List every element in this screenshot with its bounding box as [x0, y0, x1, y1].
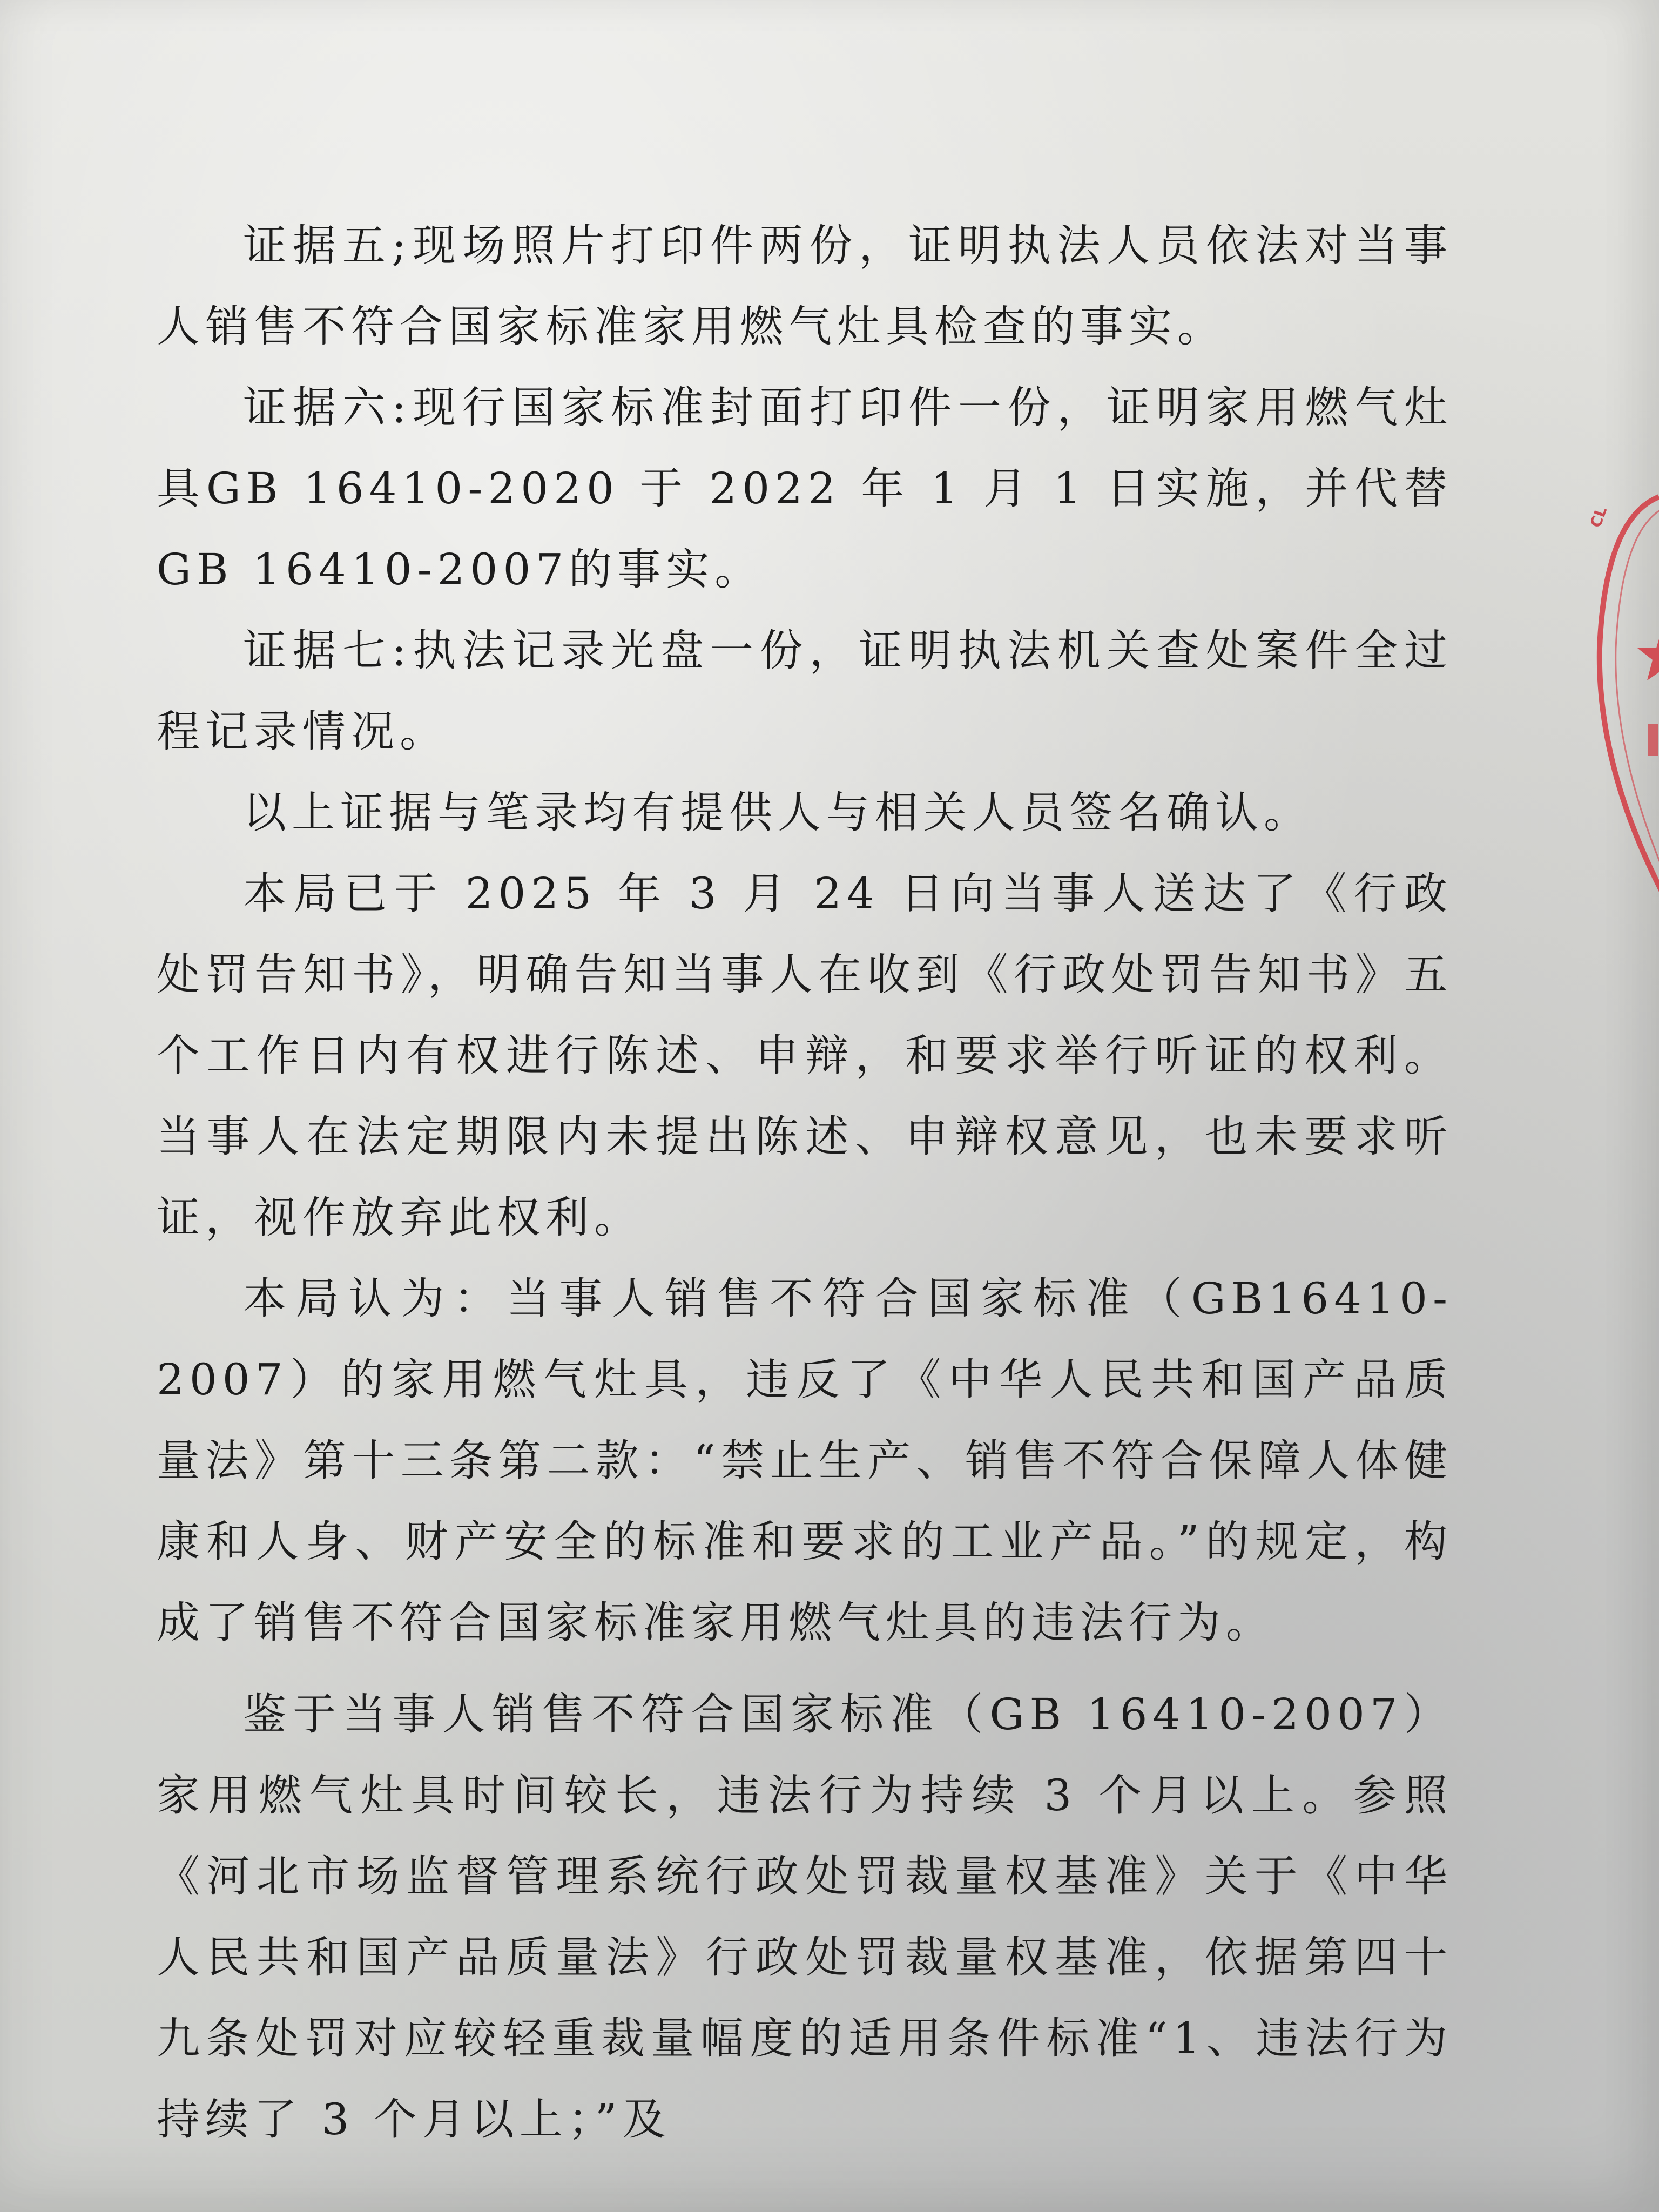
seal-text: CL	[1587, 504, 1611, 530]
paragraph-penalty-basis: 鉴于当事人销售不符合国家标准（GB 16410-2007）家用燃气灶具时间较长，违法行为持续 3 个月以上。参照《河北市场监督管理系统行政处罚裁量权基准》关于《中华人民共和国产品质量法》行政处罚裁量权基准，依据第四十九条处罚对应较轻重裁量幅度的适用条件标准“1、违法行为持续了 3 个月以上；”及	[157, 1689, 1453, 2144]
document-body	[157, 205, 1453, 2160]
paragraph-evidence-5: 证据五;现场照片打印件两份，证明执法人员依法对当事人销售不符合国家标准家用燃气灶具检查的事实。	[157, 220, 1453, 352]
paragraph-bureau-opinion: 本局认为：当事人销售不符合国家标准（GB16410-2007）的家用燃气灶具，违反了《中华人民共和国产品质量法》第十三条第二款：“禁止生产、销售不符合保障人体健康和人身、财产安全的标准和要求的工业产品。”的规定，构成了销售不符合国家标准家用燃气灶具的违法行为。	[157, 1273, 1453, 1648]
paragraph-evidence-7: 证据七:执法记录光盘一份，证明执法机关查处案件全过程记录情况。	[157, 625, 1453, 757]
paragraph-evidence-6: 证据六:现行国家标准封面打印件一份，证明家用燃气灶具GB 16410-2020 于 2022 年 1 月 1 日实施，并代替 GB 16410-2007的事实。	[157, 382, 1453, 595]
paragraph-notice-delivery: 本局已于 2025 年 3 月 24 日向当事人送达了《行政处罚告知书》，明确告知当事人在收到《行政处罚告知书》五个工作日内有权进行陈述、申辩，和要求举行听证的权利。当事人在法定期限内未提出陈述、申辩权意见，也未要求听证，视作放弃此权利。	[157, 868, 1453, 1243]
paragraph-evidence-confirmation: 以上证据与笔录均有提供人与相关人员签名确认。	[243, 787, 1312, 838]
seal-graphic	[1583, 486, 1659, 907]
official-seal-fragment	[1583, 486, 1659, 907]
